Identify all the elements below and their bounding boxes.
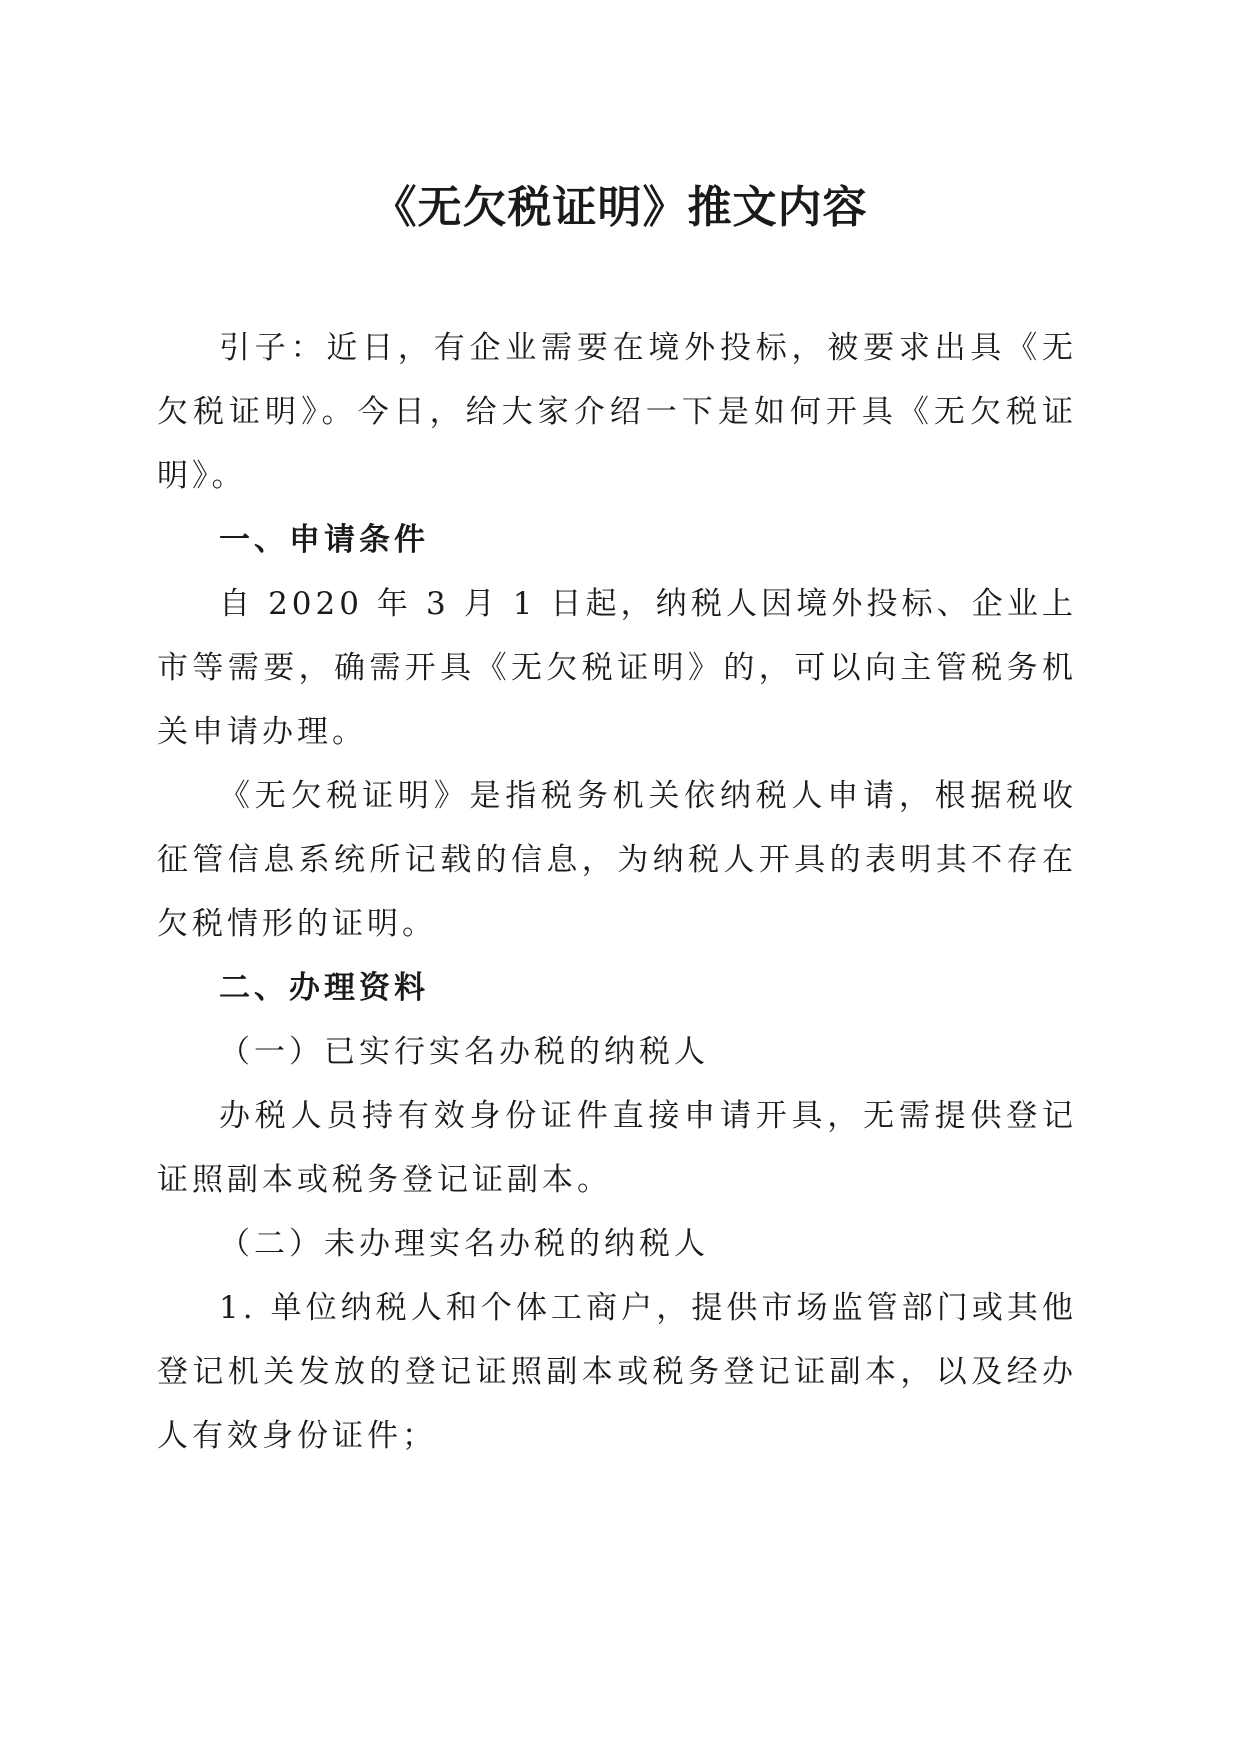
realname-paragraph: 办税人员持有效身份证件直接申请开具，无需提供登记证照副本或税务登记证副本。 [157,1098,1077,1198]
non-realname-item-1: 1. 单位纳税人和个体工商户，提供市场监管部门或其他登记机关发放的登记证照副本或税务登记证副本，以及经办人有效身份证件； [157,1290,1077,1454]
intro-paragraph: 引子：近日，有企业需要在境外投标，被要求出具《无欠税证明》。今日，给大家介绍一下是如何开具《无欠税证明》。 [157,330,1077,494]
document-body [157,316,1077,1468]
subsection-heading-realname: （一）已实行实名办税的纳税人 [219,1034,709,1070]
section-heading-application-conditions: 一、申请条件 [219,522,429,558]
section-heading-required-materials: 二、办理资料 [219,970,429,1006]
conditions-paragraph: 自 2020 年 3 月 1 日起，纳税人因境外投标、企业上市等需要，确需开具《无欠税证明》的，可以向主管税务机关申请办理。 [157,586,1077,750]
document-title: 《无欠税证明》推文内容 [372,182,868,233]
definition-paragraph: 《无欠税证明》是指税务机关依纳税人申请，根据税收征管信息系统所记载的信息，为纳税人开具的表明其不存在欠税情形的证明。 [157,778,1077,942]
subsection-heading-non-realname: （二）未办理实名办税的纳税人 [219,1226,709,1262]
